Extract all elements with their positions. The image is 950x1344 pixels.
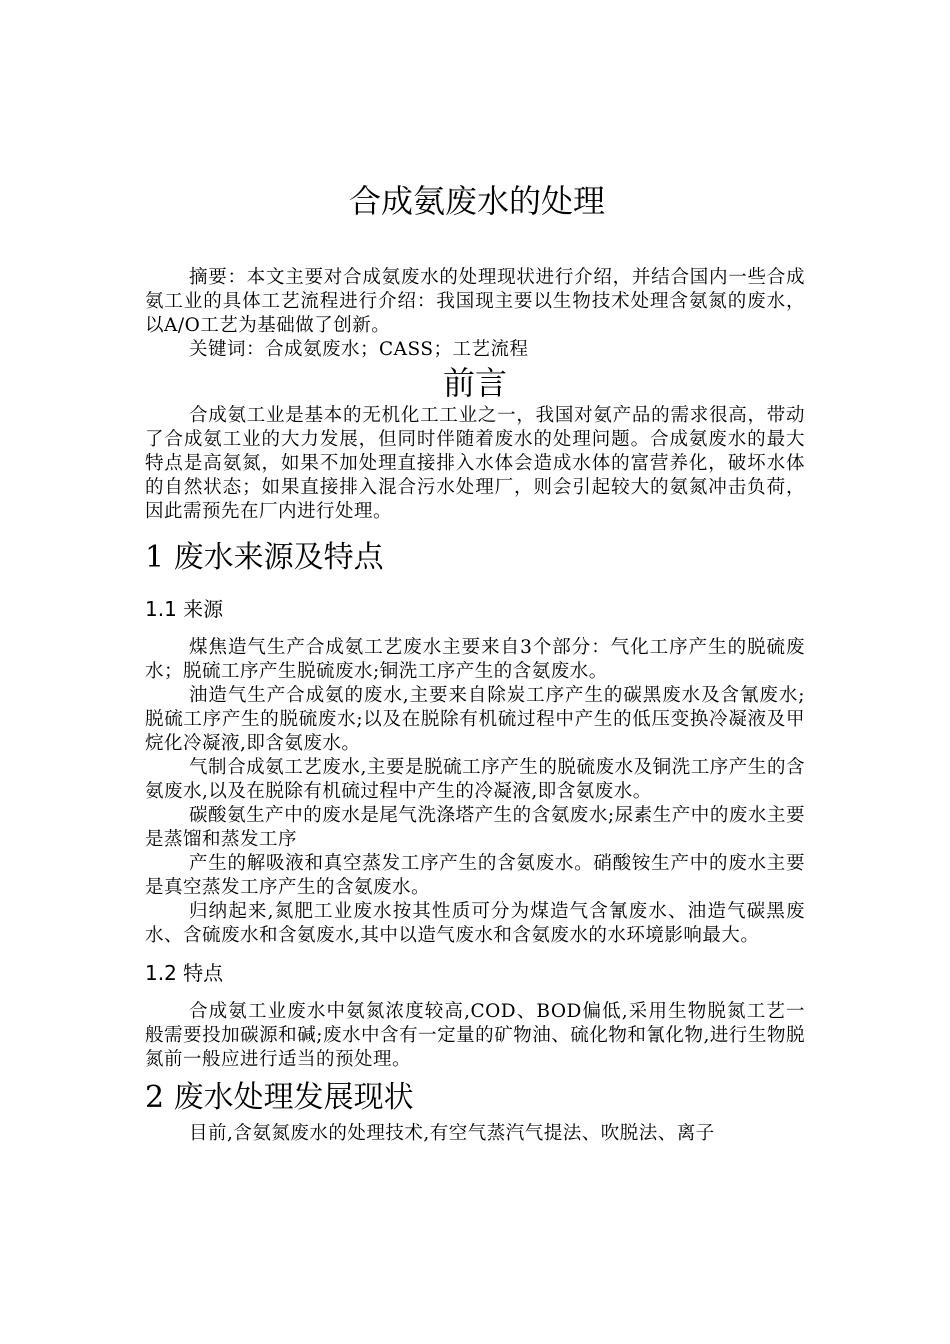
- section-2-paragraph: 目前,含氨氮废水的处理技术,有空气蒸汽气提法、吹脱法、离子: [189, 1123, 715, 1144]
- section-2-heading: [145, 1078, 805, 1118]
- section-1-1-paragraph-2: 油造气生产合成氨的废水,主要来自除炭工序产生的碳黑废水及含氰废水;脱硫工序产生的脱硫废水;以及在脱除有机硫过程中产生的低压变换冷凝液及甲烷化冷凝液,即含氨废水。: [145, 685, 805, 754]
- section-1-title: 废水来源及特点: [173, 540, 384, 575]
- section-1-number: 1: [145, 540, 165, 575]
- subsection-1-2-heading: 1.2 特点: [145, 961, 224, 985]
- section-1-1-paragraph-6: 归纳起来,氮肥工业废水按其性质可分为煤造气含氰废水、油造气碳黑废水、含硫废水和含氨废水,其中以造气废水和含氨废水的水环境影响最大。: [145, 901, 805, 946]
- section-1-1-paragraph-4: 碳酸氨生产中的废水是尾气洗涤塔产生的含氨废水;尿素生产中的废水主要是蒸馏和蒸发工序: [145, 805, 805, 850]
- abstract-paragraph: 摘要：本文主要对合成氨废水的处理现状进行介绍，并结合国内一些合成氨工业的具体工艺流程进行介绍：我国现主要以生物技术处理含氨氮的废水，以A/O工艺为基础做了创新。: [145, 267, 805, 336]
- keywords-text: 合成氨废水；CASS；工艺流程: [265, 339, 529, 360]
- section-1-1-paragraph-5: 产生的解吸液和真空蒸发工序产生的含氨废水。硝酸铵生产中的废水主要是真空蒸发工序产生的含氨废水。: [145, 853, 805, 898]
- keywords-label: 关键词：: [189, 339, 266, 360]
- keywords-line: [145, 338, 805, 362]
- section-1-2-paragraph: 合成氨工业废水中氨氮浓度较高,COD、BOD偏低,采用生物脱氮工艺一般需要投加碳源和碱;废水中含有一定量的矿物油、硫化物和氰化物,进行生物脱氮前一般应进行适当的预处理。: [145, 1001, 805, 1070]
- preface-heading: 前言: [442, 364, 507, 402]
- section-1-1-paragraph-1: 煤焦造气生产合成氨工艺废水主要来自3个部分：气化工序产生的脱硫废水；脱硫工序产生脱硫废水;铜洗工序产生的含氨废水。: [145, 637, 805, 682]
- preface-paragraph: 合成氨工业是基本的无机化工工业之一，我国对氨产品的需求很高，带动了合成氨工业的大力发展，但同时伴随着废水的处理问题。合成氨废水的最大特点是高氨氮，如果不加处理直接排入水体会造成水体的富营养化，破坏水体的自然状态；如果直接排入混合污水处理厂，则会引起较大的氨氮冲击负荷，因此需预先在厂内进行处理。: [145, 405, 805, 522]
- section-2-number: 2: [145, 1080, 165, 1115]
- section-2-title: 废水处理发展现状: [173, 1080, 414, 1115]
- section-1-heading: [145, 538, 805, 578]
- document-body: [145, 178, 805, 1146]
- section-1-1-paragraph-3: 气制合成氨工艺废水,主要是脱硫工序产生的脱硫废水及铜洗工序产生的含氨废水,以及在脱除有机硫过程中产生的冷凝液,即含氨废水。: [145, 757, 805, 802]
- subsection-1-1-heading: 1.1 来源: [145, 597, 224, 621]
- document-title: 合成氨废水的处理: [348, 182, 605, 220]
